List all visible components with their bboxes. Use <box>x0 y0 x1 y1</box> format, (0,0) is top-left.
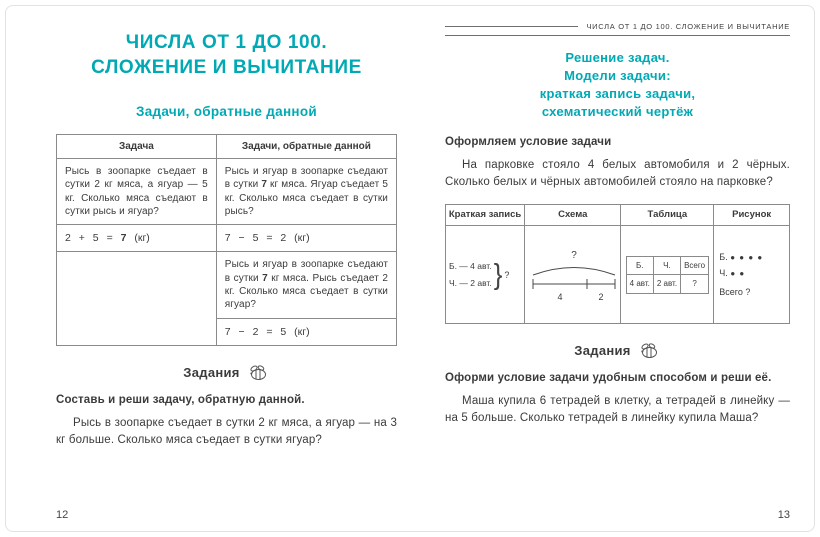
short-note-cell <box>446 226 525 324</box>
page-number-right: 13 <box>777 509 790 521</box>
schema-right-label: 2 <box>598 291 604 302</box>
table-row <box>57 252 397 318</box>
mini-header-black: Ч. <box>653 256 680 275</box>
page-left <box>56 20 397 537</box>
tasks-heading <box>445 341 790 360</box>
section-heading: Оформляем условие задачи <box>445 135 612 148</box>
table-header-row <box>57 135 397 159</box>
short-note-question: ? <box>504 269 510 280</box>
picture-label-white: Б. <box>719 251 728 262</box>
inverse-tasks-table <box>56 134 397 345</box>
short-note-lines <box>449 258 492 290</box>
picture-cell <box>714 226 790 324</box>
task-instruction: Оформи условие задачи удобным способом и реши её. <box>445 372 772 385</box>
schema-diagram <box>528 247 620 303</box>
inverse2-cell: Рысь и ягуар в зоопарке съедают в сутки 7 кг мяса. Рысь съедает 2 кг. Сколько мяса съедает в сутки ягуар? <box>216 252 396 318</box>
schema-total-label: ? <box>571 249 577 261</box>
mini-table <box>626 256 709 294</box>
lesson-subtitle: Задачи, обратные данной <box>135 104 318 120</box>
mini-value-white: 4 авт. <box>626 275 653 294</box>
mini-value-black: 2 авт. <box>653 275 680 294</box>
short-note-line1: Б. — 4 авт. <box>449 261 492 272</box>
bee-mascot-icon <box>246 363 270 382</box>
picture-label-black: Ч. <box>719 268 728 279</box>
bee-mascot-icon <box>637 341 661 360</box>
brace-glyph: } <box>493 257 503 291</box>
picture-row-black <box>719 265 786 281</box>
models-header-table: Таблица <box>621 205 714 226</box>
short-note <box>449 258 521 290</box>
models-table <box>445 204 790 324</box>
page-number-left: 12 <box>56 509 69 521</box>
models-body-row <box>446 226 790 324</box>
picture-row-white <box>719 249 786 265</box>
task-solution-cell: 2 + 5 = 7 (кг) <box>57 225 217 252</box>
models-header-row <box>446 205 790 226</box>
lesson-title-line4: схематический чертёж <box>541 103 694 119</box>
running-head <box>445 22 790 36</box>
mini-header-total: Всего <box>681 256 709 275</box>
task-instruction: Составь и реши задачу, обратную данной. <box>56 393 305 406</box>
col-header-task: Задача <box>57 135 217 159</box>
schema-left-label: 4 <box>557 291 563 302</box>
inverse1-cell: Рысь и ягуар в зоопарке съедают в сутки 7 кг мяса. Ягуар съедает 5 кг. Сколько мяса съедает в сутки рысь? <box>216 159 396 225</box>
models-header-picture: Рисунок <box>714 205 790 226</box>
table-row <box>57 159 397 225</box>
lesson-title <box>445 49 790 121</box>
lesson-title-line3: краткая запись задачи, <box>539 85 696 101</box>
models-header-short-note: Краткая запись <box>446 205 525 226</box>
tasks-heading <box>56 363 397 382</box>
lesson-title-line2: Модели задачи: <box>564 67 671 83</box>
running-head-rule <box>445 26 578 27</box>
chapter-title <box>56 30 397 80</box>
picture-total-label: Всего ? <box>719 287 751 298</box>
inverse1-solution-cell: 7 − 5 = 2 (кг) <box>216 225 396 252</box>
task-text: Рысь в зоопарке съедает в сутки 2 кг мяса, а ягуар — на 3 кг больше. Сколько мяса съедает в сутки ягуар? <box>56 416 397 446</box>
page-right <box>445 20 790 537</box>
schema-cell <box>525 226 621 324</box>
mini-table-cell <box>621 226 714 324</box>
empty-cell <box>57 252 217 345</box>
tasks-heading-label: Задания <box>183 364 240 380</box>
intro-text: На парковке стояло 4 белых автомобиля и 2 чёрных. Сколько белых и чёрных автомобилей стояло на парковке? <box>445 158 790 188</box>
models-header-schema: Схема <box>525 205 621 226</box>
running-head-text: ЧИСЛА ОТ 1 ДО 100. СЛОЖЕНИЕ И ВЫЧИТАНИЕ <box>586 22 790 31</box>
table-row <box>57 225 397 252</box>
chapter-title-line1: ЧИСЛА ОТ 1 ДО 100. <box>125 32 328 53</box>
col-header-inverse: Задачи, обратные данной <box>216 135 396 159</box>
picture-model <box>717 249 786 301</box>
black-cars-dots: ● ● <box>730 269 746 279</box>
mini-header-white: Б. <box>626 256 653 275</box>
task-text: Маша купила 6 тетрадей в клетку, а тетрадей в линейку — на 5 больше. Сколько тетрадей в линейку купила Маша? <box>445 395 790 425</box>
short-note-line2: Ч. — 2 авт. <box>449 277 492 288</box>
task-cell: Рысь в зоопарке съедает в сутки 2 кг мяса, а ягуар — 5 кг. Сколько мяса съедают в сутки рысь и ягуар? <box>57 159 217 225</box>
mini-table-header-row <box>626 256 708 275</box>
tasks-heading-label: Задания <box>574 343 631 359</box>
chapter-title-line2: СЛОЖЕНИЕ И ВЫЧИТАНИЕ <box>91 57 362 79</box>
white-cars-dots: ● ● ● ● <box>730 252 764 262</box>
mini-table-value-row <box>626 275 708 294</box>
mini-value-total: ? <box>681 275 709 294</box>
lesson-title-line1: Решение задач. <box>565 50 670 65</box>
inverse2-solution-cell: 7 − 2 = 5 (кг) <box>216 318 396 345</box>
